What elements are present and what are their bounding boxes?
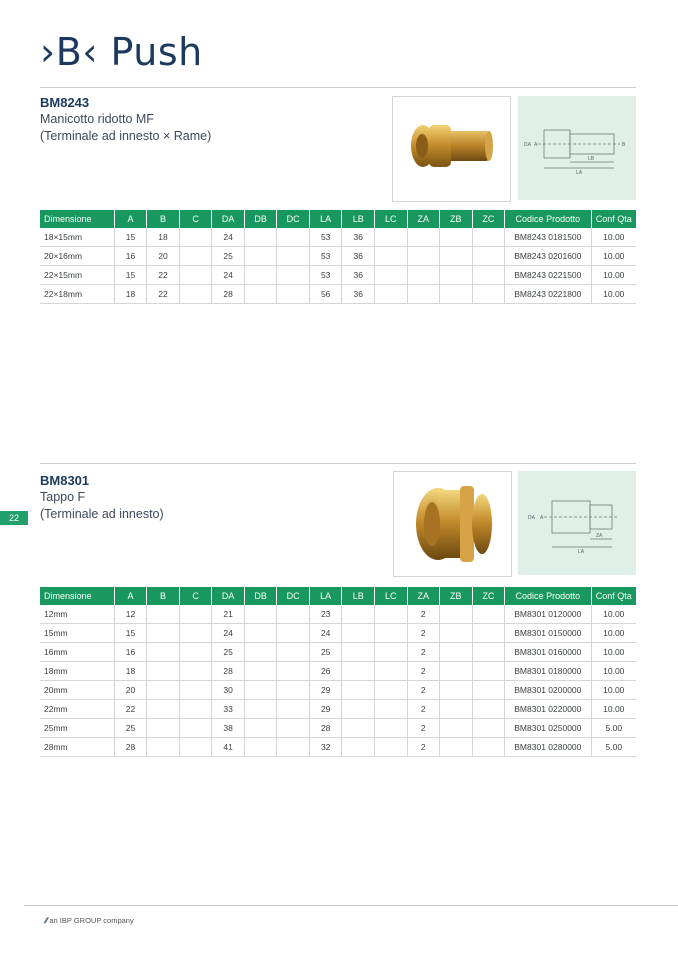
table-cell: 22×15mm — [40, 266, 114, 285]
table-cell — [407, 285, 440, 304]
table-cell — [440, 624, 473, 643]
table-cell — [179, 247, 212, 266]
footer-divider — [24, 905, 678, 906]
table-cell: 15 — [114, 624, 147, 643]
footer-logo — [44, 916, 134, 926]
table-cell: 15mm — [40, 624, 114, 643]
table-cell: 22mm — [40, 700, 114, 719]
table-row — [40, 719, 636, 738]
table-cell — [277, 681, 310, 700]
table-cell — [277, 719, 310, 738]
column-header: Codice Prodotto — [505, 210, 591, 228]
table-cell — [244, 285, 277, 304]
table-cell — [374, 662, 407, 681]
label-a: A — [540, 515, 544, 521]
table-cell: 29 — [309, 700, 342, 719]
table-cell: 16 — [114, 247, 147, 266]
table-cell: 18×15mm — [40, 228, 114, 247]
table-cell: 10.00 — [591, 662, 636, 681]
column-header: ZC — [472, 587, 505, 605]
table-cell: 24 — [309, 624, 342, 643]
table-cell — [147, 662, 180, 681]
column-header: ZC — [472, 210, 505, 228]
table-cell — [374, 228, 407, 247]
table-cell: BM8301 0250000 — [505, 719, 591, 738]
table-cell — [342, 605, 375, 624]
table-cell — [440, 700, 473, 719]
table-cell: 53 — [309, 228, 342, 247]
table-cell — [244, 700, 277, 719]
table-cell — [147, 738, 180, 757]
table-cell: 25mm — [40, 719, 114, 738]
table-cell — [472, 738, 505, 757]
page-number-tab: 22 — [0, 511, 28, 525]
label-la: LA — [576, 170, 583, 176]
column-header: A — [114, 587, 147, 605]
table-row — [40, 738, 636, 757]
table-cell — [342, 662, 375, 681]
table-cell: 10.00 — [591, 266, 636, 285]
table-cell — [277, 624, 310, 643]
table-cell — [179, 228, 212, 247]
table-cell: 25 — [309, 643, 342, 662]
table-cell — [472, 662, 505, 681]
table-cell: 18 — [114, 662, 147, 681]
column-header: C — [179, 210, 212, 228]
table-cell: BM8301 0200000 — [505, 681, 591, 700]
table-cell: 23 — [309, 605, 342, 624]
table-row — [40, 662, 636, 681]
table-cell: 22 — [147, 285, 180, 304]
table-cell: 56 — [309, 285, 342, 304]
table-cell — [244, 719, 277, 738]
table-cell: 21 — [212, 605, 245, 624]
table-cell: BM8243 0221500 — [505, 266, 591, 285]
table-cell: 53 — [309, 247, 342, 266]
table-cell — [374, 643, 407, 662]
label-a: A — [534, 142, 538, 148]
table-cell: 16mm — [40, 643, 114, 662]
label-lb: LB — [588, 156, 595, 162]
column-header: Codice Prodotto — [505, 587, 591, 605]
table-cell — [147, 643, 180, 662]
table-cell: 2 — [407, 719, 440, 738]
column-header: ZA — [407, 210, 440, 228]
table-cell: 22 — [114, 700, 147, 719]
table-cell — [472, 605, 505, 624]
table-cell — [342, 643, 375, 662]
table-cell: 10.00 — [591, 700, 636, 719]
table-row — [40, 605, 636, 624]
table-cell — [179, 643, 212, 662]
table-cell — [277, 605, 310, 624]
column-header: ZA — [407, 587, 440, 605]
table-cell: 32 — [309, 738, 342, 757]
column-header: B — [147, 210, 180, 228]
table-cell — [440, 605, 473, 624]
label-b: B — [622, 142, 626, 148]
table-cell: BM8301 0220000 — [505, 700, 591, 719]
table-cell: 25 — [114, 719, 147, 738]
table-cell — [244, 247, 277, 266]
table-cell: 36 — [342, 285, 375, 304]
table-cell — [374, 285, 407, 304]
table-cell — [472, 719, 505, 738]
table-cell: 29 — [309, 681, 342, 700]
table-cell — [179, 681, 212, 700]
table-cell: 2 — [407, 681, 440, 700]
column-header: Dimensione — [40, 587, 114, 605]
column-header: DC — [277, 210, 310, 228]
label-da: DA — [528, 515, 535, 521]
table-cell — [277, 285, 310, 304]
specification-table-bm8301 — [40, 587, 636, 757]
table-cell: 20mm — [40, 681, 114, 700]
table-cell — [440, 662, 473, 681]
label-da: DA — [524, 142, 531, 148]
table-cell: 25 — [212, 643, 245, 662]
table-cell: 15 — [114, 266, 147, 285]
table-cell — [147, 719, 180, 738]
table-cell: 12 — [114, 605, 147, 624]
table-cell — [374, 681, 407, 700]
table-cell: 16 — [114, 643, 147, 662]
table-cell: 38 — [212, 719, 245, 738]
table-cell: 25 — [212, 247, 245, 266]
table-cell: 2 — [407, 643, 440, 662]
technical-drawing — [518, 471, 636, 575]
specification-table-bm8243 — [40, 210, 636, 304]
table-cell — [472, 700, 505, 719]
table-cell — [277, 662, 310, 681]
table-row — [40, 266, 636, 285]
table-cell — [374, 605, 407, 624]
column-header: Conf Qta — [591, 210, 636, 228]
table-header-row — [40, 587, 636, 605]
table-cell — [374, 719, 407, 738]
table-cell: BM8301 0150000 — [505, 624, 591, 643]
column-header: LB — [342, 587, 375, 605]
label-za: ZA — [596, 533, 603, 539]
product-name: Tappo F — [40, 490, 86, 504]
table-cell: 28 — [114, 738, 147, 757]
table-cell: 22×18mm — [40, 285, 114, 304]
table-cell — [472, 247, 505, 266]
table-cell: 2 — [407, 662, 440, 681]
table-cell — [440, 738, 473, 757]
table-cell — [277, 247, 310, 266]
table-header-row — [40, 210, 636, 228]
table-cell: 28 — [212, 285, 245, 304]
table-cell — [440, 285, 473, 304]
column-header: ZB — [440, 587, 473, 605]
table-cell: 10.00 — [591, 285, 636, 304]
product-name: Manicotto ridotto MF — [40, 112, 154, 126]
column-header: LC — [374, 210, 407, 228]
table-cell — [342, 681, 375, 700]
table-cell: 5.00 — [591, 719, 636, 738]
table-cell — [472, 266, 505, 285]
push-cap-image — [394, 472, 511, 576]
table-row — [40, 681, 636, 700]
table-cell: 2 — [407, 605, 440, 624]
table-cell: 30 — [212, 681, 245, 700]
table-cell: 20×16mm — [40, 247, 114, 266]
table-cell — [147, 681, 180, 700]
table-cell — [472, 285, 505, 304]
table-cell — [374, 266, 407, 285]
table-cell: BM8301 0180000 — [505, 662, 591, 681]
table-cell — [472, 228, 505, 247]
table-cell: BM8301 0120000 — [505, 605, 591, 624]
table-cell — [440, 247, 473, 266]
table-cell: 36 — [342, 266, 375, 285]
column-header: DA — [212, 587, 245, 605]
table-cell: 2 — [407, 624, 440, 643]
column-header: DB — [244, 210, 277, 228]
table-cell — [244, 738, 277, 757]
table-cell: 10.00 — [591, 247, 636, 266]
table-cell: 2 — [407, 738, 440, 757]
reducing-coupling-image — [393, 97, 510, 201]
table-cell — [342, 738, 375, 757]
table-cell — [277, 266, 310, 285]
ibp-logo-icon: ⫽ — [44, 916, 48, 925]
technical-drawing — [518, 96, 636, 200]
table-cell — [179, 285, 212, 304]
table-cell — [277, 643, 310, 662]
table-row — [40, 285, 636, 304]
table-cell: 10.00 — [591, 228, 636, 247]
table-cell — [472, 643, 505, 662]
table-cell — [179, 266, 212, 285]
table-row — [40, 700, 636, 719]
table-cell — [342, 700, 375, 719]
table-cell: 53 — [309, 266, 342, 285]
product-subtitle: (Terminale ad innesto) — [40, 507, 164, 521]
brand-title: ›B‹ Push — [40, 30, 203, 74]
table-row — [40, 247, 636, 266]
table-cell: 18 — [147, 228, 180, 247]
product-code-heading: BM8301 — [40, 473, 90, 488]
table-cell — [179, 624, 212, 643]
section-divider — [40, 463, 636, 464]
product-photo — [392, 96, 511, 202]
table-cell — [179, 719, 212, 738]
table-cell: 5.00 — [591, 738, 636, 757]
table-cell — [244, 643, 277, 662]
column-header: LC — [374, 587, 407, 605]
column-header: ZB — [440, 210, 473, 228]
table-cell — [374, 624, 407, 643]
table-cell — [179, 605, 212, 624]
table-cell: 41 — [212, 738, 245, 757]
label-la: LA — [578, 549, 585, 555]
table-cell: 36 — [342, 247, 375, 266]
table-cell — [244, 681, 277, 700]
table-cell — [407, 228, 440, 247]
table-cell: 20 — [147, 247, 180, 266]
table-cell — [407, 266, 440, 285]
table-cell — [277, 738, 310, 757]
table-cell — [244, 266, 277, 285]
table-cell: 18mm — [40, 662, 114, 681]
table-cell — [147, 605, 180, 624]
table-cell — [244, 662, 277, 681]
footer-text: an IBP GROUP company — [49, 916, 134, 925]
column-header: Dimensione — [40, 210, 114, 228]
table-cell: 28 — [309, 719, 342, 738]
table-cell: 24 — [212, 228, 245, 247]
table-cell — [147, 624, 180, 643]
table-cell: 24 — [212, 624, 245, 643]
table-cell: 10.00 — [591, 605, 636, 624]
column-header: LB — [342, 210, 375, 228]
product-subtitle: (Terminale ad innesto × Rame) — [40, 129, 212, 143]
column-header: C — [179, 587, 212, 605]
table-cell — [440, 719, 473, 738]
table-cell — [179, 738, 212, 757]
table-cell: 2 — [407, 700, 440, 719]
table-cell — [440, 228, 473, 247]
table-cell: 33 — [212, 700, 245, 719]
table-cell — [440, 681, 473, 700]
column-header: DC — [277, 587, 310, 605]
table-cell — [277, 700, 310, 719]
table-row — [40, 228, 636, 247]
table-cell — [179, 700, 212, 719]
table-cell — [342, 719, 375, 738]
table-cell: 20 — [114, 681, 147, 700]
table-cell: BM8243 0181500 — [505, 228, 591, 247]
table-cell: BM8243 0201600 — [505, 247, 591, 266]
column-header: Conf Qta — [591, 587, 636, 605]
table-cell — [472, 681, 505, 700]
table-cell — [374, 247, 407, 266]
table-cell — [440, 266, 473, 285]
table-cell — [342, 624, 375, 643]
column-header: A — [114, 210, 147, 228]
table-cell: BM8243 0221800 — [505, 285, 591, 304]
header-divider — [40, 87, 636, 88]
table-cell: BM8301 0280000 — [505, 738, 591, 757]
table-row — [40, 643, 636, 662]
column-header: DA — [212, 210, 245, 228]
coupling-section-drawing — [518, 96, 636, 200]
table-cell: 18 — [114, 285, 147, 304]
table-cell — [179, 662, 212, 681]
table-cell — [440, 643, 473, 662]
table-cell — [244, 228, 277, 247]
table-cell — [244, 624, 277, 643]
table-cell — [374, 738, 407, 757]
table-cell — [472, 624, 505, 643]
table-cell: 10.00 — [591, 624, 636, 643]
table-cell: 12mm — [40, 605, 114, 624]
table-cell: 28mm — [40, 738, 114, 757]
table-row — [40, 624, 636, 643]
table-cell: 10.00 — [591, 681, 636, 700]
table-cell: 10.00 — [591, 643, 636, 662]
table-cell — [147, 700, 180, 719]
product-code-heading: BM8243 — [40, 95, 90, 110]
table-cell: 15 — [114, 228, 147, 247]
product-photo — [393, 471, 512, 577]
table-cell: 22 — [147, 266, 180, 285]
cap-section-drawing — [518, 471, 636, 575]
table-cell — [407, 247, 440, 266]
table-cell — [277, 228, 310, 247]
column-header: B — [147, 587, 180, 605]
table-cell: BM8301 0160000 — [505, 643, 591, 662]
table-cell — [244, 605, 277, 624]
table-cell: 28 — [212, 662, 245, 681]
table-cell: 24 — [212, 266, 245, 285]
column-header: LA — [309, 210, 342, 228]
table-cell: 26 — [309, 662, 342, 681]
table-cell: 36 — [342, 228, 375, 247]
column-header: LA — [309, 587, 342, 605]
table-cell — [374, 700, 407, 719]
column-header: DB — [244, 587, 277, 605]
